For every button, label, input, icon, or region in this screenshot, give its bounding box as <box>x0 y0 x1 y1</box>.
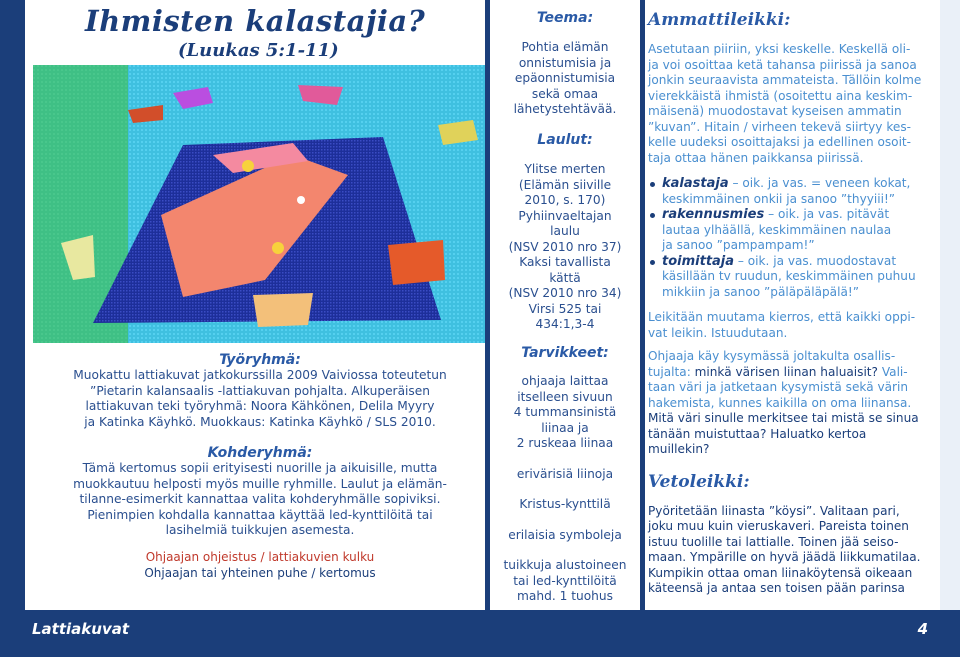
bullet-dot-icon <box>650 213 655 218</box>
question-speech: tänään muistuttaa? Haluatko kertoa muillekin? <box>648 426 867 456</box>
page-subtitle: (Luukas 5:1-11) <box>178 40 339 61</box>
question-line: hakemista, kunnes kaikilla on oma liinansa. <box>648 395 912 410</box>
profession-desc: ja sanoo ”pampampam!” <box>662 238 815 252</box>
supplies-section <box>490 345 640 605</box>
middle-column <box>490 0 640 610</box>
profession-intro-line: ”kuvan”. Hitain / virheen tekevä siirtyy kes- <box>648 119 911 134</box>
theme-line: onnistumisia ja <box>518 55 612 70</box>
supply-line: erivärisiä liinoja <box>516 466 614 481</box>
question-speech: minkä värisen liinan haluaisit? <box>694 364 878 379</box>
footer-section-label: Lattiakuvat <box>32 620 130 638</box>
song-line: Ylitse merten <box>524 162 606 176</box>
profession-outro-line: Leikitään muutama kierros, että kaikki oppi- <box>648 310 916 324</box>
floor-picture-photo <box>33 65 485 343</box>
profession-intro-line: ja voi osoittaa ketä tahansa piirissä ja sanoa <box>648 57 917 72</box>
song-line: laulu <box>550 224 580 238</box>
profession-name: rakennusmies <box>662 207 765 222</box>
profession-desc: käsillään tv ruudun, keskimmäinen puhuu <box>662 269 916 283</box>
color-question-section <box>648 349 930 458</box>
pull-game-section <box>648 472 930 597</box>
song-line: kättä <box>549 270 581 285</box>
question-line: taan väri ja jatketaan kysymistä sekä värin <box>648 380 909 394</box>
profession-bullet <box>648 254 930 301</box>
theme-section <box>490 10 640 118</box>
supply-line: tuikkuja alustoineen <box>503 558 627 572</box>
profession-intro-line: taja ottaa hänen paikkansa piirissä. <box>648 150 864 165</box>
bullet-dot-icon <box>650 260 655 265</box>
profession-game-heading: Ammattileikki: <box>648 10 791 30</box>
work-group-section <box>35 352 485 430</box>
theme-heading: Teema: <box>536 10 594 26</box>
supply-line: Kristus-kynttilä <box>519 497 611 511</box>
footer-bar <box>0 612 960 657</box>
target-group-line: muokkautuu helposti myös muille ryhmille. Laulut ja elämän- <box>73 476 447 491</box>
supply-line: 2 ruskeaa liinaa <box>516 436 614 450</box>
song-line: Pyhiinvaeltajan <box>518 208 612 223</box>
profession-bullet <box>648 207 930 254</box>
profession-desc: – oik. ja vas. = veneen kokat, <box>728 176 911 190</box>
profession-desc: – oik. ja vas. pitävät <box>764 207 890 221</box>
supply-line: ohjaaja laittaa <box>521 374 609 388</box>
bullet-dot-icon <box>650 182 655 187</box>
target-group-line: lasihelmiä tuikkujen asemesta. <box>165 523 355 537</box>
pull-game-line: istuu tuolille tai lattialle. Toinen jää seiso- <box>648 534 899 549</box>
work-group-heading: Työryhmä: <box>219 352 301 368</box>
songs-section <box>490 132 640 333</box>
supplies-heading: Tarvikkeet: <box>521 345 609 361</box>
pull-game-line: Pyöritetään liinasta ”köysi”. Valitaan pari, <box>648 503 900 518</box>
profession-outro-line: vat leikin. Istuudutaan. <box>648 325 788 340</box>
target-group-line: tilanne-esimerkit kannattaa valita kohderyhmälle sopiviksi. <box>79 492 441 506</box>
target-group-heading: Kohderyhmä: <box>207 445 313 461</box>
profession-desc: keskimmäinen onkii ja sanoo ”thyyiii!” <box>662 191 896 206</box>
legend-instructions: Ohjaajan ohjeistus / lattiakuvien kulku <box>145 550 375 564</box>
supply-line: erilaisia symboleja <box>508 527 622 542</box>
work-group-line: Muokattu lattiakuvat jatkokurssilla 2009 Vaiviossa toteutetun <box>73 368 447 382</box>
song-line: Kaksi tavallista <box>519 255 611 269</box>
pull-game-line: käteensä ja antaa sen toisen pään parinsa <box>648 581 905 595</box>
target-group-line: Tämä kertomus sopii erityisesti nuorille ja aikuisille, mutta <box>82 461 438 475</box>
question-text: tujalta: <box>648 364 695 379</box>
pull-game-heading: Vetoleikki: <box>648 471 750 492</box>
profession-intro-line: vierekkäistä ihmistä (osoitettu aina keskim- <box>648 88 913 103</box>
footer-page-number: 4 <box>917 620 928 638</box>
target-group-line: Pienimpien kohdalla kannattaa käyttää led-kynttilöitä tai <box>87 507 433 522</box>
song-line: (NSV 2010 nro 37) <box>508 239 622 254</box>
supply-line: tai led-kynttilöitä <box>513 573 617 588</box>
work-group-line: ”Pietarin kalansaalis -lattiakuvan pohjalta. Alkuperäisen <box>90 383 430 398</box>
profession-intro-line: mäisenä) muodostavat kyseisen ammatin <box>648 104 902 118</box>
pull-game-line: Kumpikin ottaa oman liinaköytensä oikeaan <box>648 565 913 580</box>
profession-desc: mikkiin ja sanoo ”päläpäläpälä!” <box>662 284 859 299</box>
pull-game-line: maan. Ympärille on hyvä jäädä liikkumatilaa. <box>648 550 921 564</box>
theme-line: lähetystehtävää. <box>513 102 617 116</box>
supply-line: 4 tummansinistä <box>513 405 617 419</box>
theme-line: epäonnistumisia <box>514 71 616 85</box>
theme-line: Pohtia elämän <box>521 40 609 54</box>
work-group-line: ja Katinka Käyhkö. Muokkaus: Katinka Käyhkö / SLS 2010. <box>84 414 436 429</box>
song-line: 2010, s. 170) <box>524 193 606 207</box>
profession-intro-line: kelle uudeksi osoittajaksi ja edellinen osoit- <box>648 135 912 149</box>
profession-desc: – oik. ja vas. muodostavat <box>734 253 897 268</box>
pull-game-line: joku muu kuin vieruskaveri. Pareista toinen <box>648 519 909 533</box>
profession-desc: lautaa ylhäällä, keskimmäinen naulaa <box>662 222 892 237</box>
question-text: Vali- <box>877 364 908 379</box>
song-line: (NSV 2010 nro 34) <box>508 286 622 300</box>
song-line: 434:1,3-4 <box>535 317 595 331</box>
song-line: (Elämän siiville <box>518 177 612 192</box>
question-line: Ohjaaja käy kysymässä joltakulta osallis- <box>648 349 896 363</box>
page-title: Ihmisten kalastajia? <box>85 4 426 38</box>
songs-heading: Laulut: <box>537 132 593 148</box>
profession-intro-line: jonkin seuraavista ammateista. Tällöin kolme <box>648 73 922 87</box>
page-tab-strip <box>940 0 960 610</box>
theme-line: sekä omaa <box>531 86 599 101</box>
profession-intro-line: Asetutaan piiriin, yksi keskelle. Keskellä oli- <box>648 42 911 56</box>
work-group-line: lattiakuvan teki työryhmä: Noora Kähkönen, Delila Myyry <box>85 399 435 413</box>
legend-section <box>35 550 485 581</box>
song-line: Virsi 525 tai <box>528 301 602 316</box>
profession-bullet <box>648 176 930 207</box>
supply-line: mahd. 1 tuohus <box>517 589 613 603</box>
supply-line: liinaa ja <box>541 420 589 435</box>
supply-line: itselleen sivuun <box>517 389 613 404</box>
question-speech: Mitä väri sinulle merkitsee tai mistä se sinua <box>648 411 919 425</box>
profession-game-section <box>648 10 930 597</box>
profession-name: kalastaja <box>662 176 729 191</box>
target-group-section <box>35 445 485 539</box>
legend-speech: Ohjaajan tai yhteinen puhe / kertomus <box>144 565 376 580</box>
profession-name: toimittaja <box>662 253 735 269</box>
